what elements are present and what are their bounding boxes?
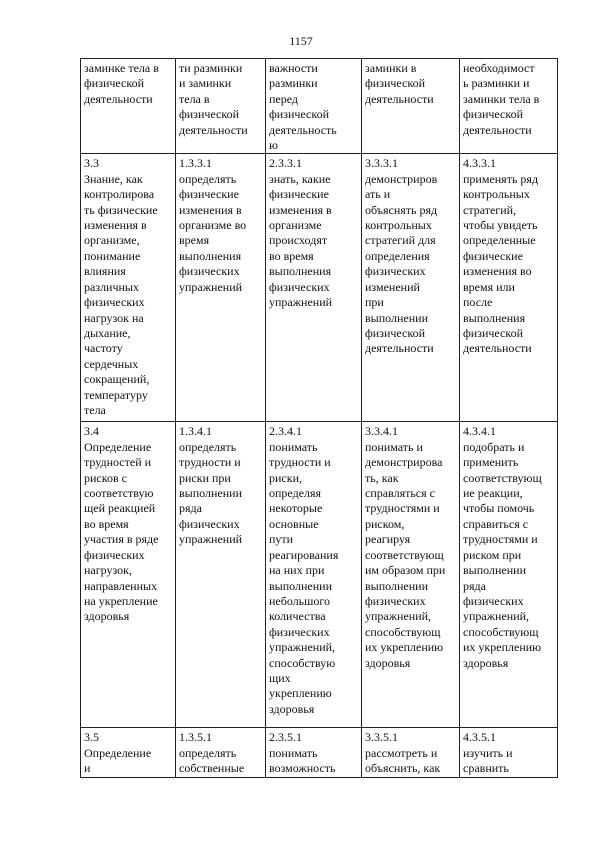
table-row <box>81 422 558 728</box>
table-cell: 4.3.4.1 подобрать и применить соответствующ ие реакции, чтобы помочь справиться с трудностями и риском при выполнении ряда физических упражнений, способствующ их укреплению здоровья <box>460 422 558 728</box>
table-cell: заминки в физической деятельности <box>362 59 460 154</box>
table-cell: важности разминки перед физической деятельность ю <box>266 59 362 154</box>
table-row <box>81 728 558 777</box>
table-cell: 3.3 Знание, как контролирова ть физические изменения в организме, понимание влияния различных физических нагрузок на дыхание, частоту сердечных сокращений, температуру тела <box>81 154 176 422</box>
table-cell: 2.3.4.1 понимать трудности и риски, определяя некоторые основные пути реагирования на них при выполнении небольшого количества физических упражнений, способствую щих укреплению здоровья <box>266 422 362 728</box>
table-cell: 1.3.3.1 определять физические изменения в организме во время выполнения физических упражнений <box>176 154 266 422</box>
table-cell: 4.3.3.1 применять ряд контрольных стратегий, чтобы увидеть определенные физические изменения во время или после выполнения физической деятельности <box>460 154 558 422</box>
table-cell: 3.3.5.1 рассмотреть и объяснить, как <box>362 728 460 777</box>
table-cell: 1.3.4.1 определять трудности и риски при выполнении ряда физических упражнений <box>176 422 266 728</box>
table-cell: необходимост ь разминки и заминки тела в физической деятельности <box>460 59 558 154</box>
table-cell: заминке тела в физической деятельности <box>81 59 176 154</box>
curriculum-table <box>80 58 558 778</box>
table-cell: 1.3.5.1 определять собственные <box>176 728 266 777</box>
table-cell: 3.5 Определение и <box>81 728 176 777</box>
table-cell: 3.4 Определение трудностей и рисков с соответствую щей реакцией во время участия в ряде физических нагрузок, направленных на укрепление здоровья <box>81 422 176 728</box>
table-cell: 3.3.4.1 понимать и демонстрирова ть, как справляться с трудностями и риском, реагируя соответствующ им образом при выполнении физических упражнений, способствующ их укреплению здоровья <box>362 422 460 728</box>
table-cell: 4.3.5.1 изучить и сравнить <box>460 728 558 777</box>
table-row <box>81 59 558 154</box>
table-cell: 2.3.5.1 понимать возможность <box>266 728 362 777</box>
table-row <box>81 154 558 422</box>
table-cell: 2.3.3.1 знать, какие физические изменения в организме происходят во время выполнения физических упражнений <box>266 154 362 422</box>
page-number: 1157 <box>289 34 313 48</box>
table-cell: ти разминки и заминки тела в физической деятельности <box>176 59 266 154</box>
table-cell: 3.3.3.1 демонстриров ать и объяснять ряд контрольных стратегий для определения физических изменений при выполнении физической деятельности <box>362 154 460 422</box>
